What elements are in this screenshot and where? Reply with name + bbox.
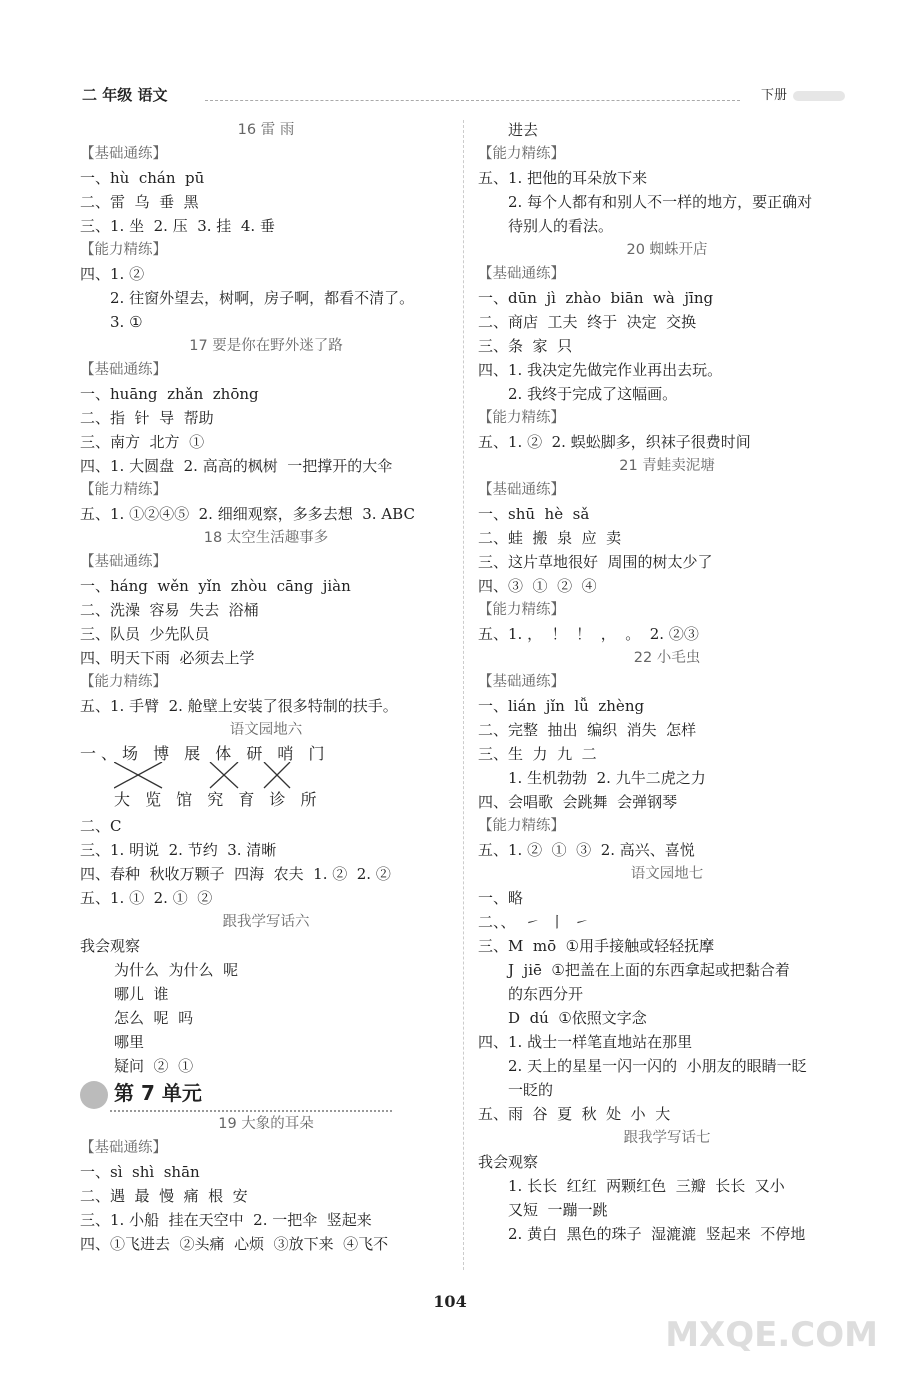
answer-line: 疑问 ② ① [114, 1057, 194, 1075]
answer-line: 哪儿 谁 [114, 985, 169, 1003]
section-label: 【能力精练】 [80, 674, 167, 690]
column-divider [463, 120, 464, 1270]
answer-line: 四、1. 我决定先做完作业再出去玩。 [478, 361, 723, 379]
lesson-title: 18 太空生活趣事多 [203, 530, 329, 546]
lesson-title: 语文园地七 [630, 866, 704, 882]
answer-line: 三、生 力 九 二 [478, 745, 597, 763]
answer-line: 二、遇 最 慢 痛 根 安 [80, 1187, 248, 1205]
answer-line: 一、hù chán pū [80, 169, 205, 187]
answer-line: 我会观察 [80, 937, 141, 955]
answer-line: 三、M mō ①用手接触或轻轻抚摩 [478, 937, 715, 955]
answer-line: 我会观察 [478, 1153, 539, 1171]
section-label: 【基础通练】 [478, 674, 565, 690]
section-label: 【基础通练】 [80, 362, 167, 378]
answer-line: 二、C [80, 817, 122, 835]
watermark: MXQE.COM [665, 1315, 878, 1355]
answer-line: 三、队员 少先队员 [80, 625, 210, 643]
answer-line: 三、1. 坐 2. 压 3. 挂 4. 垂 [80, 217, 275, 235]
answer-line: 3. ① [110, 313, 143, 331]
answer-line: 二、、 ㇀ 丨 ㇀ [478, 913, 590, 931]
answer-line: 四、1. ② [80, 265, 145, 283]
answer-line: 待别人的看法。 [508, 217, 614, 235]
lesson-title: 20 蜘蛛开店 [626, 242, 708, 258]
section-label: 【能力精练】 [478, 146, 565, 162]
answer-line: 二、洗澡 容易 失去 浴桶 [80, 601, 259, 619]
answer-line: 一、略 [478, 889, 524, 907]
answer-line: 为什么 为什么 呢 [114, 961, 239, 979]
answer-line: J jiē ①把盖在上面的东西拿起或把黏合着 [508, 961, 790, 979]
header-subject: 二 年级 语文 [82, 86, 168, 104]
answer-line: 进去 [508, 121, 539, 139]
answer-line: 一眨的 [508, 1081, 554, 1099]
header-badge [793, 91, 845, 101]
answer-line: 五、雨 谷 夏 秋 处 小 大 [478, 1105, 671, 1123]
answer-line: 一、huāng zhǎn zhōng [80, 385, 259, 403]
answer-line: 1. 生机勃勃 2. 九牛二虎之力 [508, 769, 706, 787]
right-column [478, 118, 856, 1246]
matching-lines [114, 762, 314, 790]
lesson-title: 语文园地六 [229, 722, 303, 738]
section-label: 【基础通练】 [478, 482, 565, 498]
word-match-row [80, 742, 452, 814]
lesson-title: 跟我学写话七 [623, 1130, 711, 1146]
answer-line: 五、1. 手臂 2. 舱壁上安装了很多特制的扶手。 [80, 697, 398, 715]
lesson-title: 17 要是你在野外迷了路 [189, 338, 343, 354]
answer-line: 四、①飞进去 ②头痛 心烦 ③放下来 ④飞不 [80, 1235, 389, 1253]
answer-line: 一、lián jǐn lǚ zhèng [478, 697, 645, 715]
lesson-title: 22 小毛虫 [633, 650, 701, 666]
word-match-bottom: 大 览 馆 究 育 诊 所 [114, 790, 322, 809]
answer-line: 三、条 家 只 [478, 337, 573, 355]
section-label: 【能力精练】 [80, 242, 167, 258]
answer-line: 二、雷 乌 垂 黑 [80, 193, 199, 211]
page-number: 104 [433, 1292, 467, 1311]
answer-line: 2. 我终于完成了这幅画。 [508, 385, 678, 403]
answer-line: 四、1. 战士一样笔直地站在那里 [478, 1033, 693, 1051]
answer-line: 二、蛙 搬 泉 应 卖 [478, 529, 622, 547]
header-volume [761, 84, 845, 103]
lesson-title: 16 雷 雨 [237, 122, 295, 138]
answer-line: 四、春种 秋收万颗子 四海 农夫 1. ② 2. ② [80, 865, 391, 883]
answer-line: 五、1. 把他的耳朵放下来 [478, 169, 648, 187]
answer-line: 的东西分开 [508, 985, 584, 1003]
lesson-title: 19 大象的耳朵 [218, 1116, 314, 1132]
answer-line: 三、这片草地很好 周围的树太少了 [478, 553, 713, 571]
answer-line: 2. 往窗外望去，树啊，房子啊，都看不清了。 [110, 289, 415, 307]
answer-line: 五、1. ② ① ③ 2. 高兴、喜悦 [478, 841, 695, 859]
section-label: 【能力精练】 [478, 410, 565, 426]
answer-line: 一、dūn jì zhào biān wà jīng [478, 289, 714, 307]
answer-line: 五、1. ①②④⑤ 2. 细细观察，多多去想 3. ABC [80, 505, 415, 523]
answer-line: 三、1. 小船 挂在天空中 2. 一把伞 竖起来 [80, 1211, 372, 1229]
answer-line: 哪里 [114, 1033, 145, 1051]
header-rule [205, 100, 740, 101]
unit-underline [110, 1110, 392, 1112]
unit-badge-icon [80, 1081, 108, 1109]
answer-line: 四、1. 大圆盘 2. 高高的枫树 一把撑开的大伞 [80, 457, 393, 475]
answer-line: 一、sì shì shān [80, 1163, 200, 1181]
answer-line: 四、③ ① ② ④ [478, 577, 597, 595]
section-label: 【能力精练】 [478, 602, 565, 618]
answer-line: 怎么 呢 吗 [114, 1009, 194, 1027]
unit-heading [80, 1078, 452, 1112]
answer-line: 2. 黄白 黑色的珠子 湿漉漉 竖起来 不停地 [508, 1225, 806, 1243]
answer-line: 三、1. 明说 2. 节约 3. 清晰 [80, 841, 277, 859]
answer-line: 2. 每个人都有和别人不一样的地方，要正确对 [508, 193, 813, 211]
word-match-top: 一、场 博 展 体 研 哨 门 [80, 744, 330, 763]
section-label: 【基础通练】 [80, 1140, 167, 1156]
answer-line: 三、南方 北方 ① [80, 433, 205, 451]
lesson-title: 跟我学写话六 [222, 914, 310, 930]
section-label: 【基础通练】 [80, 146, 167, 162]
unit-title: 第 7 单元 [114, 1081, 202, 1105]
answer-line: 五、1. ① 2. ① ② [80, 889, 213, 907]
section-label: 【能力精练】 [80, 482, 167, 498]
answer-line: 又短 一蹦一跳 [508, 1201, 608, 1219]
answer-line: 二、完整 抽出 编织 消失 怎样 [478, 721, 697, 739]
answer-line: 二、指 针 导 帮助 [80, 409, 214, 427]
answer-line: 四、会唱歌 会跳舞 会弹钢琴 [478, 793, 678, 811]
answer-line: 五、1. ② 2. 蜈蚣脚多，织袜子很费时间 [478, 433, 751, 451]
answer-line: 四、明天下雨 必须去上学 [80, 649, 255, 667]
section-label: 【基础通练】 [80, 554, 167, 570]
lesson-title: 21 青蛙卖泥塘 [619, 458, 715, 474]
section-label: 【能力精练】 [478, 818, 565, 834]
answer-line: 五、1. ， ！ ！ ， 。 2. ②③ [478, 625, 699, 643]
answer-line: D dú ①依照文字念 [508, 1009, 647, 1027]
section-label: 【基础通练】 [478, 266, 565, 282]
answer-line: 二、商店 工夫 终于 决定 交换 [478, 313, 697, 331]
header-volume-label: 下册 [760, 88, 787, 103]
answer-line: 1. 长长 红红 两颗红色 三瓣 长长 又小 [508, 1177, 785, 1195]
answer-line: 2. 天上的星星一闪一闪的 小朋友的眼睛一眨 [508, 1057, 807, 1075]
left-column [80, 118, 452, 1256]
answer-line: 一、háng wěn yǐn zhòu cāng jiàn [80, 577, 351, 595]
answer-line: 一、shū hè sǎ [478, 505, 590, 523]
